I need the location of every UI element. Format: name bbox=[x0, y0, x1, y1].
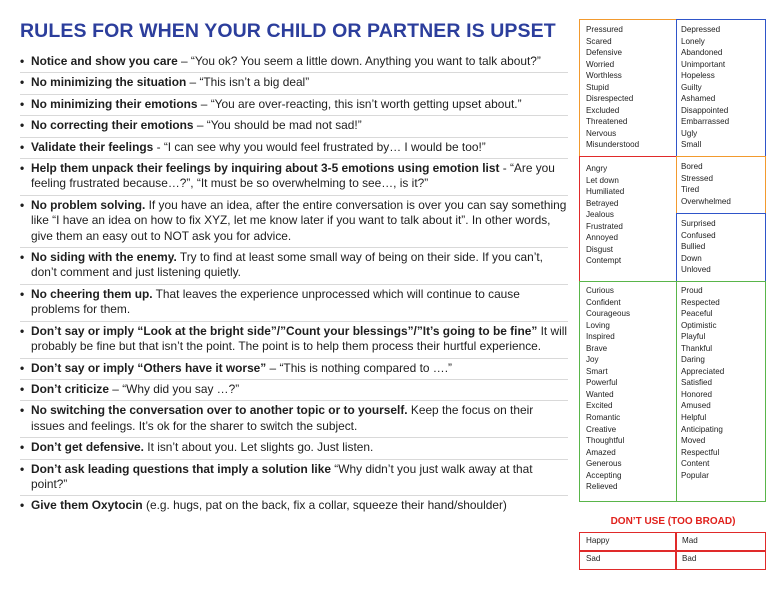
emotion-word: Loving bbox=[586, 320, 610, 330]
emotion-word: Inspired bbox=[586, 332, 615, 342]
emotion-word: Brave bbox=[586, 343, 608, 353]
rule-text: (e.g. hugs, pat on the back, fix a collar, squeeze their hand/shoulder) bbox=[142, 498, 507, 513]
emotion-word: Stressed bbox=[681, 173, 713, 183]
emotion-word: Bored bbox=[681, 162, 703, 171]
emotion-word: Popular bbox=[681, 470, 709, 480]
rule-heading: No correcting their emotions bbox=[31, 118, 194, 133]
emotion-word: Jealous bbox=[586, 210, 614, 220]
rule-item bbox=[20, 438, 568, 459]
emotion-word: Confused bbox=[681, 230, 716, 240]
rule-text: – “You should be mad not sad!” bbox=[193, 118, 362, 133]
rule-heading: Give them Oxytocin bbox=[31, 498, 143, 513]
emotion-word: Ugly bbox=[681, 128, 698, 138]
emotion-word: Generous bbox=[586, 459, 622, 469]
emotion-word: Surprised bbox=[681, 219, 716, 228]
emotion-list-anger bbox=[586, 163, 624, 267]
rules-list bbox=[20, 52, 568, 517]
rule-text: – “This is nothing compared to ….” bbox=[266, 360, 452, 375]
rule-item bbox=[20, 401, 568, 438]
rule-text: – “You ok? You seem a little down. Anything you want to talk about?” bbox=[177, 54, 541, 68]
rule-heading: No switching the conversation over to another topic or to yourself. bbox=[31, 403, 408, 418]
emotion-word: Romantic bbox=[586, 413, 621, 423]
rule-item bbox=[20, 359, 568, 380]
rule-item bbox=[20, 196, 568, 248]
rule-heading: Don’t criticize bbox=[31, 381, 109, 396]
emotion-word: Disgust bbox=[586, 244, 613, 254]
rule-text: That leaves the experience unprocessed which will continue to cause problems for them. bbox=[31, 286, 520, 317]
emotion-word: Anticipating bbox=[681, 424, 723, 434]
emotion-word: Thankful bbox=[681, 343, 713, 353]
emotion-word: Joy bbox=[586, 355, 599, 365]
emotion-word: Misunderstood bbox=[586, 140, 640, 150]
rule-text: “Why didn’t you just walk away at that point?” bbox=[31, 461, 533, 491]
emotion-word: Bullied bbox=[681, 242, 706, 252]
rule-text: - “Are you feeling frustrated because…?”, “It must be so overwhelming to see…, is it?” bbox=[31, 161, 555, 191]
emotion-word: Relieved bbox=[586, 482, 618, 492]
emotion-box-green-divider bbox=[676, 282, 677, 501]
rule-heading: Don’t say or imply “Look at the bright side”/”Count your blessings”/”It’s going to be fine” bbox=[31, 323, 538, 338]
emotion-word: Stupid bbox=[586, 82, 609, 92]
rule-heading: Don’t ask leading questions that imply a solution like bbox=[31, 461, 331, 476]
emotion-word: Disrespected bbox=[586, 94, 634, 104]
emotion-list-fear bbox=[586, 24, 639, 151]
emotion-word: Honored bbox=[681, 389, 713, 399]
emotion-word: Disappointed bbox=[681, 105, 729, 115]
emotion-word: Proud bbox=[681, 286, 703, 295]
emotion-list-confused bbox=[681, 218, 716, 276]
dont-use-cell: Mad bbox=[675, 532, 766, 552]
rule-heading: Notice and show you care bbox=[31, 54, 178, 68]
emotion-word: Amused bbox=[681, 401, 711, 411]
rule-heading: Don’t say or imply “Others have it worse” bbox=[31, 360, 267, 375]
rule-item bbox=[20, 380, 568, 401]
emotion-word: Scared bbox=[586, 36, 612, 46]
emotion-word: Embarrassed bbox=[681, 117, 730, 127]
rule-item bbox=[20, 73, 568, 94]
dont-use-cell: Bad bbox=[675, 550, 766, 570]
rule-text: It isn’t about you. Let slights go. Just listen. bbox=[143, 440, 374, 455]
emotion-word: Thoughtful bbox=[586, 436, 625, 446]
rule-text: It will probably be fine but that isn’t the point. The point is to help them process their hurtful experience. bbox=[31, 323, 567, 354]
emotion-word: Pressured bbox=[586, 25, 623, 34]
rule-heading: No siding with the enemy. bbox=[31, 250, 177, 265]
emotion-word: Down bbox=[681, 253, 702, 263]
emotion-word: Satisfied bbox=[681, 378, 713, 388]
emotion-word: Appreciated bbox=[681, 366, 725, 376]
emotion-word: Wanted bbox=[586, 389, 614, 399]
emotion-word: Smart bbox=[586, 366, 608, 376]
emotion-word: Respectful bbox=[681, 447, 720, 457]
emotion-word: Peaceful bbox=[681, 309, 713, 319]
rule-text: Try to find at least some small way of being on their side. If you can’t, don’t comment and just listening quietly. bbox=[31, 250, 543, 280]
emotion-word: Humiliated bbox=[586, 187, 625, 197]
emotion-word: Playful bbox=[681, 332, 706, 342]
rule-text: – “You are over-reacting, this isn’t worth getting upset about.” bbox=[197, 96, 522, 111]
emotion-word: Helpful bbox=[681, 413, 707, 423]
rule-text: Keep the focus on their issues and feelings. It’s ok for the sharer to switch the subject. bbox=[31, 403, 534, 433]
emotion-word: Depressed bbox=[681, 25, 721, 34]
dont-use-cell: Sad bbox=[579, 550, 677, 570]
rule-item bbox=[20, 285, 568, 322]
rule-heading: No minimizing their emotions bbox=[31, 96, 198, 111]
rule-item bbox=[20, 138, 568, 159]
emotion-word: Respected bbox=[681, 297, 720, 307]
emotion-list-sad bbox=[681, 24, 729, 151]
emotion-word: Ashamed bbox=[681, 94, 716, 104]
rule-heading: Help them unpack their feelings by inquiring about 3-5 emotions using emotion list bbox=[31, 161, 500, 176]
emotion-word: Abandoned bbox=[681, 48, 723, 58]
emotion-word: Excited bbox=[586, 401, 613, 411]
emotion-word: Lonely bbox=[681, 36, 705, 46]
emotion-word: Courageous bbox=[586, 309, 631, 319]
emotion-word: Accepting bbox=[586, 470, 622, 480]
rule-heading: No cheering them up. bbox=[31, 286, 153, 301]
emotion-word: Tired bbox=[681, 185, 700, 195]
emotion-word: Nervous bbox=[586, 128, 617, 138]
page-title: RULES FOR WHEN YOUR CHILD OR PARTNER IS UPSET bbox=[20, 20, 556, 42]
rule-item bbox=[20, 52, 568, 73]
emotion-word: Worthless bbox=[586, 71, 622, 81]
emotion-word: Annoyed bbox=[586, 233, 618, 243]
rule-text: – “This isn’t a big deal” bbox=[186, 75, 310, 90]
emotion-word: Defensive bbox=[586, 48, 622, 58]
emotion-word: Hopeless bbox=[681, 71, 715, 81]
emotion-word: Angry bbox=[586, 164, 608, 173]
rule-heading: Validate their feelings bbox=[31, 139, 154, 154]
rule-item bbox=[20, 95, 568, 116]
emotion-word: Moved bbox=[681, 436, 706, 446]
emotion-word: Daring bbox=[681, 355, 705, 365]
rule-heading: Don’t get defensive. bbox=[31, 440, 144, 455]
emotion-word: Betrayed bbox=[586, 198, 619, 208]
emotion-word: Amazed bbox=[586, 447, 616, 457]
emotion-word: Powerful bbox=[586, 378, 618, 388]
emotion-word: Threatened bbox=[586, 117, 628, 127]
rule-item bbox=[20, 248, 568, 285]
emotion-word: Content bbox=[681, 459, 710, 469]
emotion-word: Unloved bbox=[681, 265, 711, 275]
rule-item bbox=[20, 116, 568, 137]
emotion-word: Frustrated bbox=[586, 221, 623, 231]
emotion-word: Curious bbox=[586, 286, 614, 295]
rule-text: If you have an idea, after the entire conversation is over you can say something like “I have an idea on how to fix XYZ, let me know later if you want to talk about it”. In other words, give them an easy out to NOT ask you for advice. bbox=[31, 197, 567, 243]
emotion-word: Creative bbox=[586, 424, 617, 434]
emotion-word: Confident bbox=[586, 297, 621, 307]
emotion-word: Excluded bbox=[586, 105, 620, 115]
emotion-word: Unimportant bbox=[681, 59, 726, 69]
dont-use-cell: Happy bbox=[579, 532, 677, 552]
dont-use-title: DON’T USE (TOO BROAD) bbox=[610, 516, 736, 527]
emotion-word: Guilty bbox=[681, 82, 702, 92]
emotion-word: Contempt bbox=[586, 256, 622, 266]
rule-item bbox=[20, 496, 568, 516]
emotion-list-positive-right bbox=[681, 285, 724, 481]
emotion-word: Overwhelmed bbox=[681, 196, 731, 206]
rule-heading: No minimizing the situation bbox=[31, 75, 187, 90]
rule-text: - “I can see why you would feel frustrated by… I would be too!” bbox=[153, 139, 486, 154]
emotion-list-positive-left bbox=[586, 285, 630, 493]
rule-item bbox=[20, 460, 568, 497]
rule-text: – “Why did you say …?” bbox=[108, 381, 240, 396]
emotion-list-stress bbox=[681, 161, 731, 207]
rule-item bbox=[20, 322, 568, 359]
emotion-word: Small bbox=[681, 140, 702, 150]
emotion-word: Worried bbox=[586, 59, 615, 69]
rule-item bbox=[20, 159, 568, 196]
emotion-word: Let down bbox=[586, 175, 619, 185]
rule-heading: No problem solving. bbox=[31, 197, 146, 212]
emotion-word: Optimistic bbox=[681, 320, 717, 330]
